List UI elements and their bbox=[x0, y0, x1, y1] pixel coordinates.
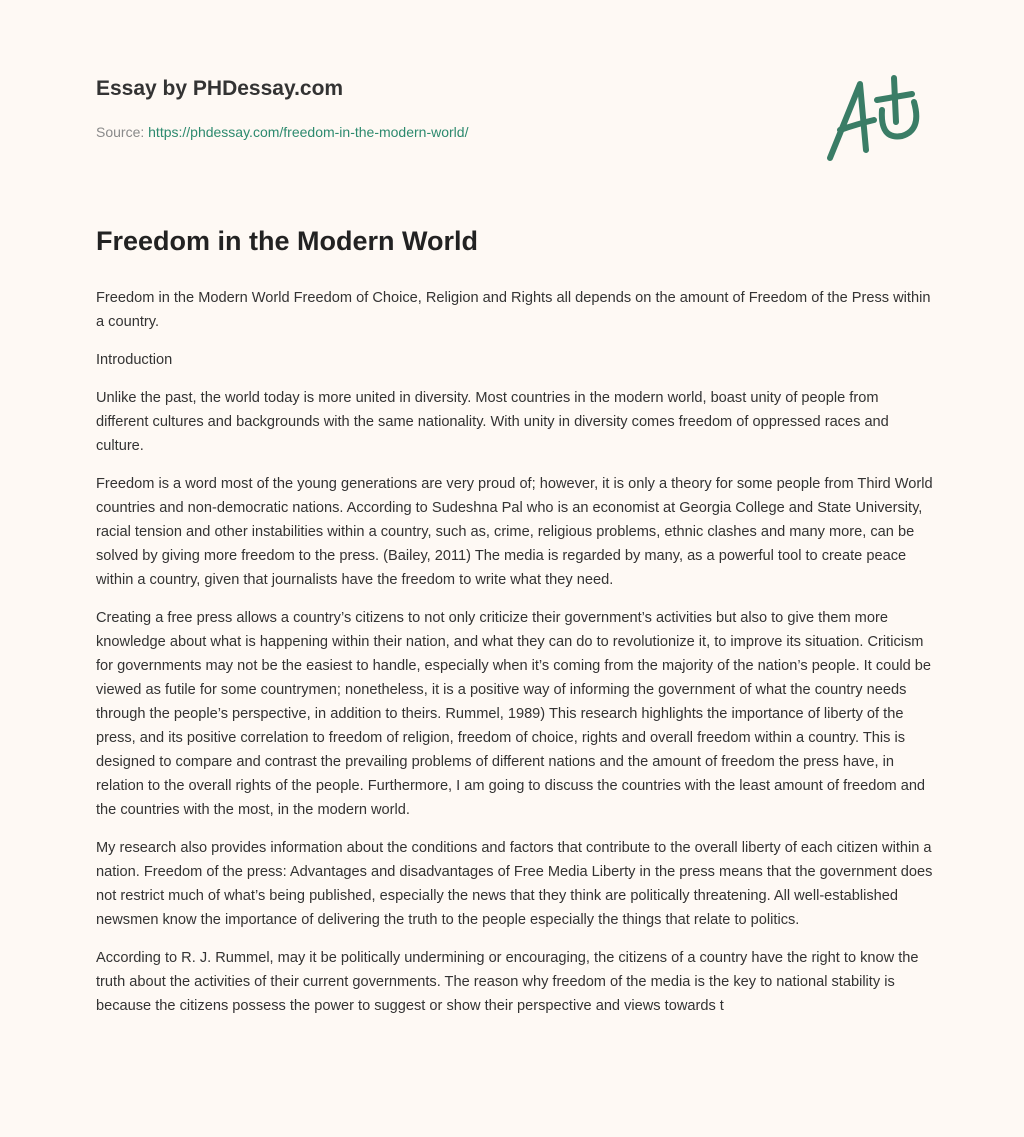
paragraph: Freedom is a word most of the young generations are very proud of; however, it is only a theory for some people from Third World countries and non-democratic nations. According to Sudeshna Pal who is an economist at Georgia College and State University, racial tension and other instabilities within a country, such as, crime, religious problems, ethnic clashes and many more, can be solved by giving more freedom to the press. (Bailey, 2011) The media is regarded by many, as a powerful tool to create peace within a country, given that journalists have the freedom to write what they need. bbox=[96, 476, 933, 588]
paragraph: My research also provides information about the conditions and factors that contribute to the overall liberty of each citizen within a nation. Freedom of the press: Advantages and disadvantages of Free Media Liberty in the press means that the government does not restrict much of what’s being published, especially the news that they think are politically threatening. All well-established newsmen know the importance of delivering the truth to the people especially the things that relate to politics. bbox=[96, 840, 933, 928]
paragraph: Unlike the past, the world today is more united in diversity. Most countries in the modern world, boast unity of people from different cultures and backgrounds with the same nationality. With unity in diversity comes freedom of oppressed races and culture. bbox=[96, 390, 889, 454]
site-brand: Essay by PHDessay.com bbox=[96, 77, 344, 100]
paragraph: Creating a free press allows a country’s citizens to not only criticize their government’s activities but also to give them more knowledge about what is happening within their nation, and what they can do to revolutionize it, to improve its situation. Criticism for governments may not be the easiest to handle, especially when it’s coming from the majority of the nation’s people. It could be viewed as futile for some countrymen; nonetheless, it is a positive way of informing the government of what the country needs through the people’s perspective, in addition to theirs. Rummel, 1989) This research highlights the importance of liberty of the press, and its positive correlation to freedom of religion, freedom of choice, rights and overall freedom within a country. This is designed to compare and contrast the prevailing problems of different nations and the amount of freedom the press have, in relation to the overall rights of the people. Furthermore, I am going to discuss the countries with the least amount of freedom and the countries with the most, in the modern world. bbox=[96, 610, 932, 818]
essay-body bbox=[96, 286, 934, 1032]
a-plus-logo-icon bbox=[822, 70, 932, 165]
essay-title: Freedom in the Modern World bbox=[96, 226, 479, 256]
source-line bbox=[96, 124, 468, 140]
section-heading-introduction: Introduction bbox=[96, 352, 173, 368]
source-link[interactable]: https://phdessay.com/freedom-in-the-modern-world/ bbox=[148, 124, 469, 140]
paragraph: Freedom in the Modern World Freedom of Choice, Religion and Rights all depends on the amount of Freedom of the Press within a country. bbox=[96, 290, 931, 330]
paragraph: According to R. J. Rummel, may it be politically undermining or encouraging, the citizens of a country have the right to know the truth about the activities of their current governments. The reason why freedom of the media is the key to national stability is because the citizens possess the power to suggest or show their perspective and views towards t bbox=[96, 950, 919, 1014]
source-label: Source: bbox=[96, 124, 145, 140]
